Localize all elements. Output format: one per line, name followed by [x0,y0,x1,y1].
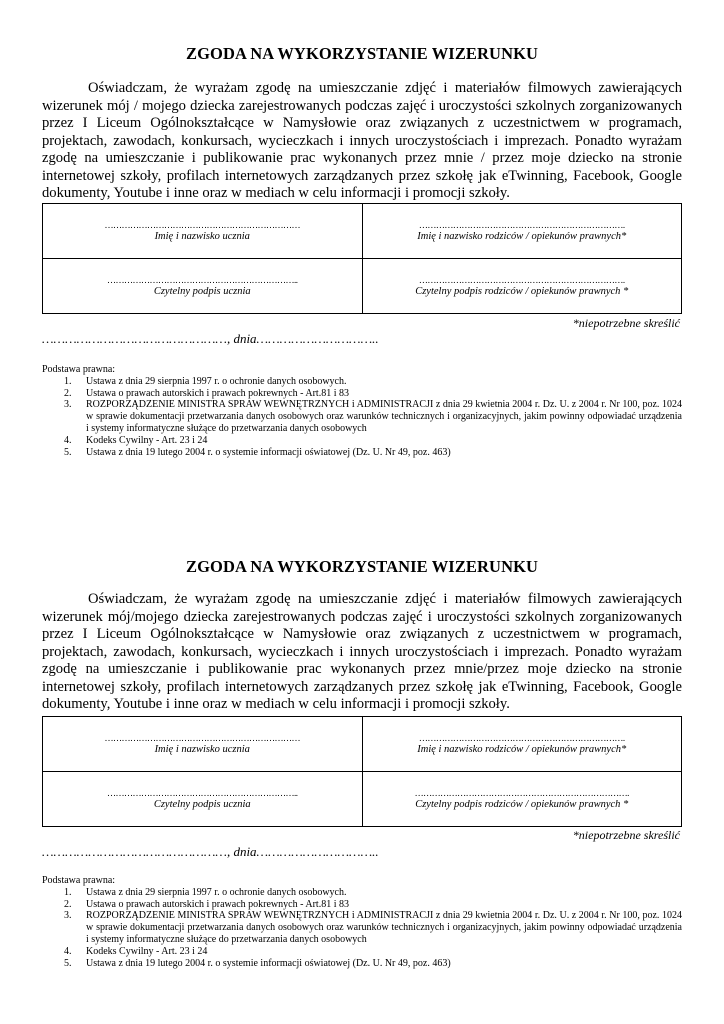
legal-basis-list [42,376,682,459]
legal-basis [42,875,682,969]
place-date-line[interactable]: …………………………………………, dnia………………………….. [42,331,379,346]
legal-basis-heading: Podstawa prawna: [42,875,116,886]
parent-name-dotted-line: ………………………………………………………………. [418,219,625,230]
legal-item: 1. Ustawa z dnia 29 sierpnia 1997 r. o ochronie danych osobowych. [64,375,347,387]
legal-item: 4. Kodeks Cywilny - Art. 23 i 24 [64,945,208,957]
parent-name-field[interactable] [362,204,682,259]
student-name-field[interactable] [43,204,363,259]
signature-table [42,716,682,827]
student-signature-dotted-line: ………………………………………………………….. [107,274,298,285]
parent-signature-label: Czytelny podpis rodziców / opiekunów prawnych * [415,798,629,810]
legal-item: 2. Ustawa o prawach autorskich i prawach pokrewnych - Art.81 i 83 [64,898,349,910]
legal-item: 5. Ustawa z dnia 19 lutego 2004 r. o systemie informacji oświatowej (Dz. U. Nr 49, poz. 463) [64,446,451,458]
legal-basis-heading: Podstawa prawna: [42,364,116,375]
legal-item: 2. Ustawa o prawach autorskich i prawach pokrewnych - Art.81 i 83 [64,387,349,399]
student-name-label: Imię i nazwisko ucznia [154,743,250,755]
parent-name-label: Imię i nazwisko rodziców / opiekunów prawnych* [417,230,627,242]
parent-name-label: Imię i nazwisko rodziców / opiekunów prawnych* [417,743,627,755]
legal-item: 5. Ustawa z dnia 19 lutego 2004 r. o systemie informacji oświatowej (Dz. U. Nr 49, poz. 463) [64,957,451,969]
parent-signature-dotted-line: …………………………………………………………………. [414,787,629,798]
student-signature-dotted-line: ………………………………………………………….. [107,787,298,798]
student-name-dotted-line: …………………………………………………………… [104,732,300,743]
strike-out-note: *niepotrzebne skreślić [572,828,680,842]
strike-out-note: *niepotrzebne skreślić [572,316,680,330]
student-signature-field[interactable] [43,259,363,314]
student-name-field[interactable] [43,717,363,772]
legal-item: 4. Kodeks Cywilny - Art. 23 i 24 [64,434,208,446]
form-title: ZGODA NA WYKORZYSTANIE WIZERUNKU [185,557,539,576]
parent-signature-field[interactable] [362,259,682,314]
student-signature-field[interactable] [43,772,363,827]
place-date-line[interactable]: …………………………………………, dnia………………………….. [42,844,379,859]
student-name-dotted-line: …………………………………………………………… [104,219,300,230]
legal-item: 1. Ustawa z dnia 29 sierpnia 1997 r. o ochronie danych osobowych. [64,886,347,898]
parent-name-dotted-line: ………………………………………………………………. [418,732,625,743]
consent-statement: Oświadczam, że wyrażam zgodę na umieszczanie zdjęć i materiałów filmowych zawierających wizerunek mój / mojego dziecka zarejestrowanych podczas zajęć i uroczystości szkolnych zorganizowanych przez I Liceum Ogólnokształcące w Namysłowie oraz związanych z uczestnictwem w programach, projektach, zawodach, konkursach, wycieczkach i innych uroczystościach i imprezach. Ponadto wyrażam zgodę na umieszczanie i publikowanie prac wykonanych przez mnie / przez moje dziecko na stronie internetowej szkoły, profilach internetowych zarządzanych przez szkołę jak eTwinning, Facebook, Google dokumenty, Youtube i inne oraz w mediach w celu informacji i promocji szkoły. [42,80,682,201]
student-signature-label: Czytelny podpis ucznia [153,285,251,297]
legal-item: 3. ROZPORZĄDZENIE MINISTRA SPRAW WEWNĘTRZNYCH i ADMINISTRACJI z dnia 29 kwietnia 2004 r. Dz. U. z 2004 r. Nr 100, poz. 1024 w sprawie dokumentacji przetwarzania danych osobowych oraz warunków technicznych i organizacyjnych, jakim powinny odpowiadać urządzenia i systemy informatyczne służące do przetwarzania danych osobowych [64,910,682,945]
student-signature-label: Czytelny podpis ucznia [153,798,251,810]
signature-table [42,203,682,314]
parent-signature-label: Czytelny podpis rodziców / opiekunów prawnych * [415,285,629,297]
form-title: ZGODA NA WYKORZYSTANIE WIZERUNKU [185,44,539,63]
parent-name-field[interactable] [362,717,682,772]
parent-signature-dotted-line: ………………………………………………………………. [418,274,625,285]
legal-item: 3. ROZPORZĄDZENIE MINISTRA SPRAW WEWNĘTRZNYCH i ADMINISTRACJI z dnia 29 kwietnia 2004 r. Dz. U. z 2004 r. Nr 100, poz. 1024 w sprawie dokumentacji przetwarzania danych osobowych oraz warunków technicznych i organizacyjnych, jakim powinny odpowiadać urządzenia i systemy informatyczne służące do przetwarzania danych osobowych [64,399,682,434]
student-name-label: Imię i nazwisko ucznia [154,230,250,242]
legal-basis-list [42,887,682,970]
consent-statement: Oświadczam, że wyrażam zgodę na umieszczanie zdjęć i materiałów filmowych zawierających wizerunek mój/mojego dziecka zarejestrowanych podczas zajęć i uroczystości szkolnych zorganizowanych przez I Liceum Ogólnokształcące w Namysłowie oraz związanych z uczestnictwem w programach, projektach, zawodach, konkursach, wycieczkach i innych uroczystościach i imprezach. Ponadto wyrażam zgodę na umieszczanie i publikowanie prac wykonanych przez mnie/przez moje dziecko na stronie internetowej szkoły, profilach internetowych zarządzanych przez szkołę jak eTwinning, Facebook, Google dokumenty, Youtube i inne oraz w mediach w celu informacji i promocji szkoły. [42,591,682,712]
parent-signature-field[interactable] [362,772,682,827]
legal-basis [42,364,682,458]
